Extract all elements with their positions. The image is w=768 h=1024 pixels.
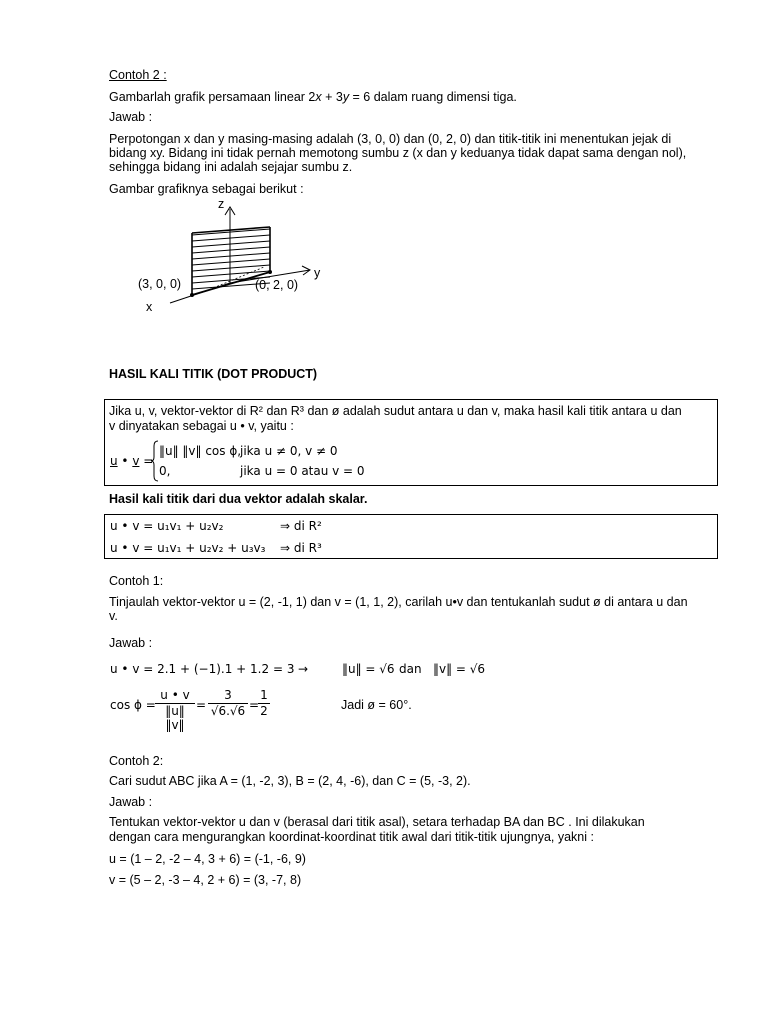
explanation-line-3: sehingga bidang ini adalah sejajar sumbu z. xyxy=(109,160,353,174)
norm-and: dan xyxy=(399,662,422,676)
example-1-problem-line-2: v. xyxy=(109,609,118,623)
case-1-condition: jika u ≠ 0, v ≠ 0 xyxy=(240,444,338,458)
norm-u: ‖u‖ = √6 xyxy=(342,662,395,676)
fraction-1-denominator: ‖u‖ ‖v‖ xyxy=(155,703,195,732)
figure-caption: Gambar grafiknya sebagai berikut : xyxy=(109,182,304,196)
case-1-expression: ‖u‖ ‖v‖ cos ϕ, xyxy=(159,444,242,458)
fraction-3-numerator: 1 xyxy=(260,688,268,702)
angle-conclusion: Jadi ø = 60°. xyxy=(341,698,412,712)
equals-2: = xyxy=(249,698,260,712)
plane-figure xyxy=(130,195,340,320)
scalar-note: Hasil kali titik dari dua vektor adalah skalar. xyxy=(109,492,368,506)
definition-line-1: Jika u, v, vektor-vektor di R² dan R³ dan ø adalah sudut antara u dan v, maka hasil kali titik antara u dan xyxy=(109,404,682,418)
fraction-2-numerator: 3 xyxy=(224,688,232,702)
vector-v-result: v = (5 – 2, -3 – 4, 2 + 6) = (3, -7, 8) xyxy=(109,873,302,887)
vector-u-result: u = (1 – 2, -2 – 4, 3 + 6) = (-1, -6, 9) xyxy=(109,852,306,866)
x-axis-label: x xyxy=(146,300,153,314)
problem-statement: Gambarlah grafik persamaan linear 2x + 3y = 6 dalam ruang dimensi tiga. xyxy=(109,90,517,104)
explanation-line-2: bidang xy. Bidang ini tidak pernah memotong sumbu z (x dan y keduanya tidak dapat sama dengan nol), xyxy=(109,146,687,160)
y-axis-label: y xyxy=(314,266,321,280)
norm-v: ‖v‖ = √6 xyxy=(433,662,486,676)
fraction-3-denominator: 2 xyxy=(258,703,270,718)
z-axis-label: z xyxy=(218,197,225,211)
explanation-line-1: Perpotongan x dan y masing-masing adalah (3, 0, 0) dan (0, 2, 0) dan titik-titik ini menentukan jejak di xyxy=(109,132,672,146)
example-2-line-2: dengan cara mengurangkan koordinat-koordinat titik awal dari titik-titik ujungnya, yakni : xyxy=(109,830,594,844)
case-2-condition: jika u = 0 atau v = 0 xyxy=(240,464,365,478)
example-1-heading: Contoh 1: xyxy=(109,574,164,588)
fraction-1-numerator: u • v xyxy=(160,688,190,702)
example-2-answer-label: Jawab : xyxy=(109,795,153,809)
x-intercept-label: (3, 0, 0) xyxy=(138,277,182,291)
dot-calculation: u • v = 2.1 + (−1).1 + 1.2 = 3 xyxy=(110,662,295,676)
definition-line-2: v dinyatakan sebagai u • v, yaitu : xyxy=(109,419,294,433)
example-heading: Contoh 2 : xyxy=(109,68,167,82)
fraction-2 xyxy=(208,688,248,718)
arrow: → xyxy=(298,662,309,676)
section-title: HASIL KALI TITIK (DOT PRODUCT) xyxy=(109,367,318,381)
example-2-line-1: Tentukan vektor-vektor u dan v (berasal dari titik asal), setara terhadap BA dan BC . Ini dilakukan xyxy=(109,815,645,829)
example-2-problem: Cari sudut ABC jika A = (1, -2, 3), B = (2, 4, -6), dan C = (5, -3, 2). xyxy=(109,774,471,788)
case-2-expression: 0, xyxy=(159,464,171,478)
example-2-heading: Contoh 2: xyxy=(109,754,164,768)
formula-r2-label: ⇒ di R² xyxy=(280,519,322,533)
cos-lhs: cos ϕ = xyxy=(110,698,156,712)
formula-r3: u • v = u₁v₁ + u₂v₂ + u₃v₃ xyxy=(110,541,266,555)
example-1-problem-line-1: Tinjaulah vektor-vektor u = (2, -1, 1) dan v = (1, 1, 2), carilah u•v dan tentukanlah sudut ø di antara u dan xyxy=(109,595,688,609)
fraction-3 xyxy=(258,688,270,718)
example-1-answer-label: Jawab : xyxy=(109,636,153,650)
answer-label: Jawab : xyxy=(109,110,153,124)
piecewise-lhs: u • v = xyxy=(110,454,154,468)
formula-r2: u • v = u₁v₁ + u₂v₂ xyxy=(110,519,224,533)
fraction-2-denominator: √6.√6 xyxy=(208,703,248,718)
formula-r3-label: ⇒ di R³ xyxy=(280,541,322,555)
equals-1: = xyxy=(196,698,207,712)
fraction-1 xyxy=(155,688,195,732)
y-intercept-label: (0, 2, 0) xyxy=(255,278,299,292)
